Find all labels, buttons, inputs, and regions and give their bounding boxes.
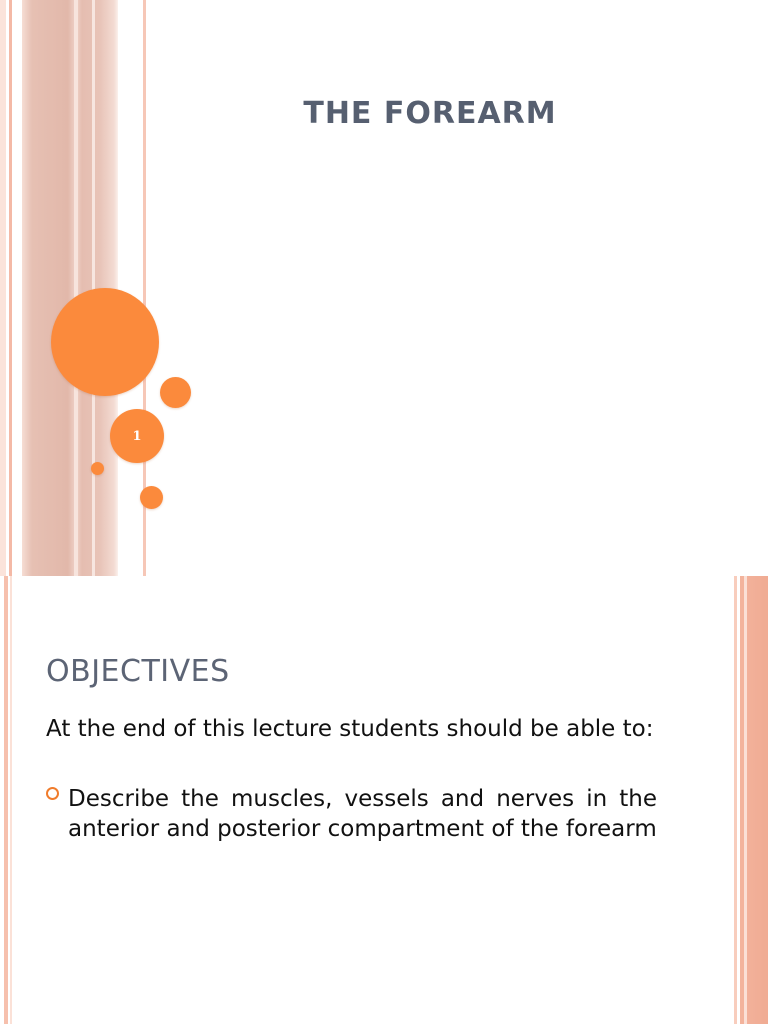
bullet-list-item [46, 784, 657, 844]
decorative-stripe [4, 576, 8, 1024]
decorative-stripe [74, 0, 78, 576]
slide-heading: OBJECTIVES [46, 654, 230, 689]
slide-number-badge [110, 409, 164, 463]
decorative-stripe [9, 0, 12, 576]
decorative-stripe [0, 0, 6, 576]
bullet-text: Describe the muscles, vessels and nerves in the anterior and posterior compartment of the forearm [68, 786, 657, 842]
decorative-stripe [10, 576, 12, 1024]
intro-text: At the end of this lecture students should be able to: [46, 716, 654, 742]
decorative-circle-small [140, 486, 163, 509]
decorative-circle-tiny [91, 462, 104, 475]
slide-title: THE FOREARM [303, 96, 557, 131]
slide-2 [0, 576, 768, 1024]
decorative-stripe [734, 576, 737, 1024]
decorative-circle-medium [160, 377, 191, 408]
hollow-circle-bullet-icon [46, 787, 59, 800]
decorative-stripe-band [740, 576, 768, 1024]
slide-number: 1 [132, 428, 142, 444]
decorative-circle-large [51, 288, 159, 396]
